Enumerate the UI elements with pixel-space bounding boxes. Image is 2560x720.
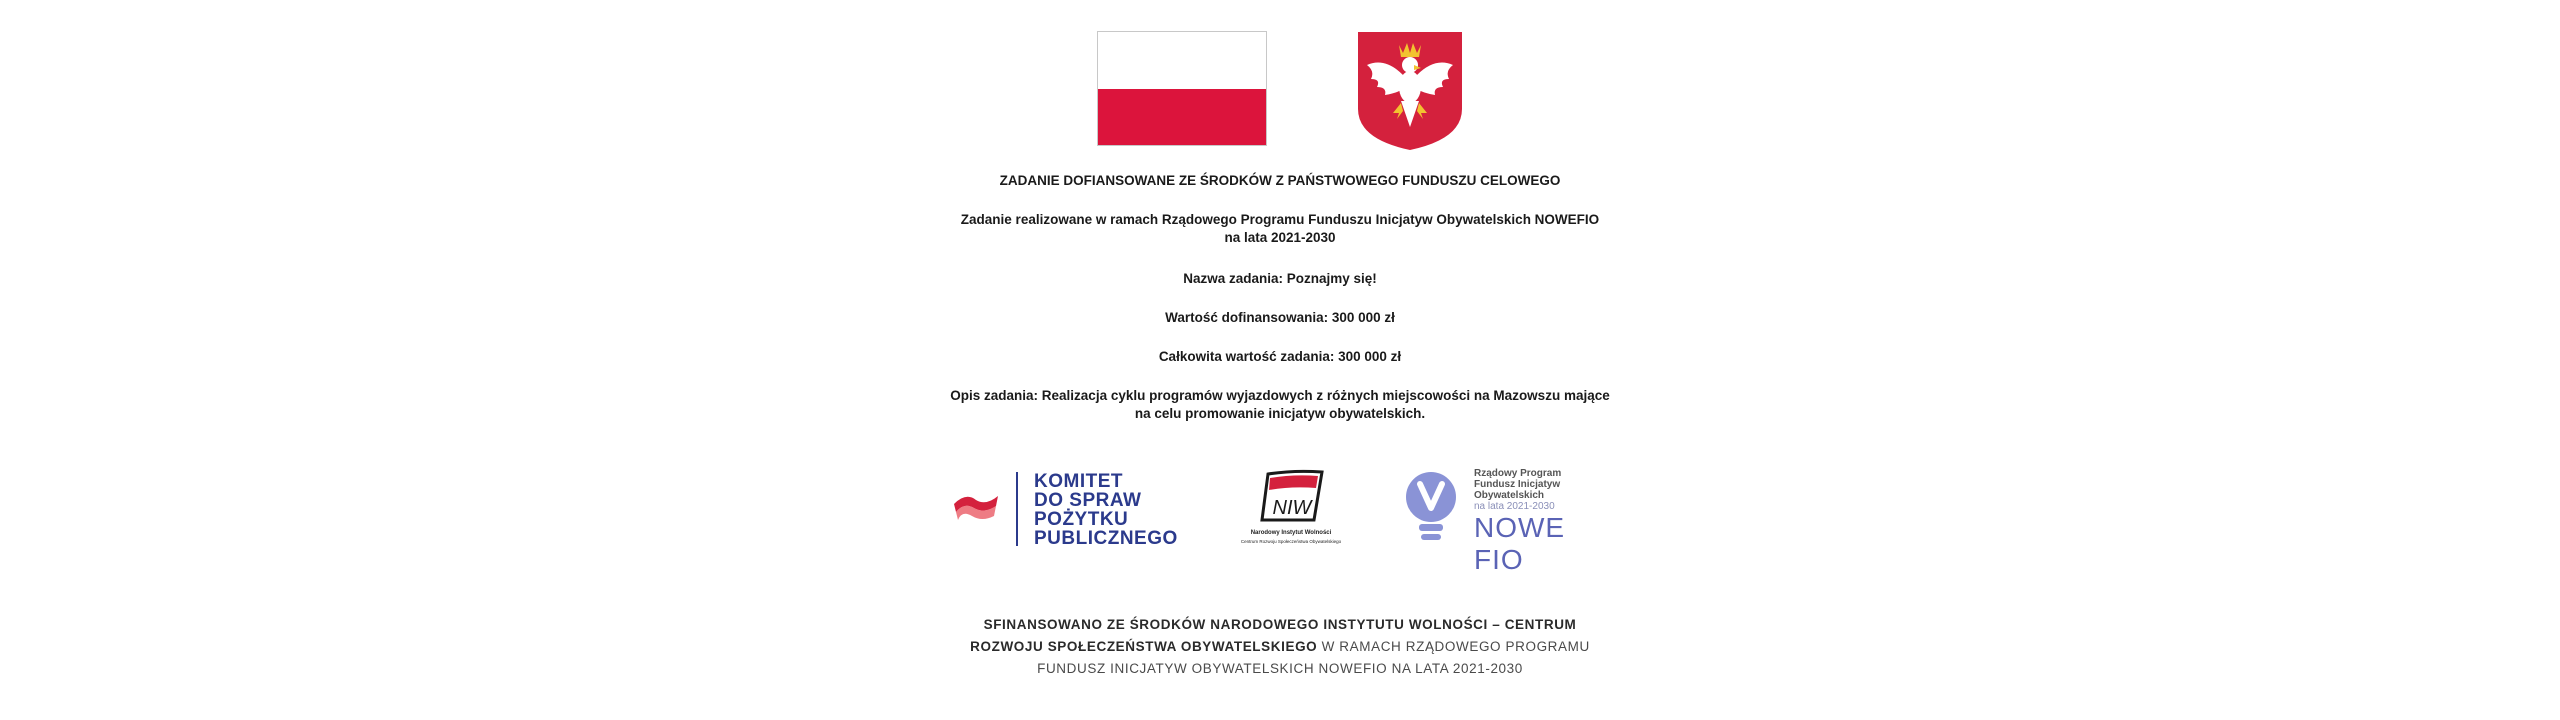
lightbulb-icon	[1402, 470, 1460, 548]
kpp-line-4: PUBLICZNEGO	[1034, 528, 1178, 549]
funding-value: Wartość dofinansowania: 300 000 zł	[1165, 310, 1395, 325]
funding-title: ZADANIE DOFIANSOWANE ZE ŚRODKÓW Z PAŃSTWOWEGO FUNDUSZU CELOWEGO	[999, 173, 1561, 188]
program-line-1: Zadanie realizowane w ramach Rządowego Programu Funduszu Inicjatyw Obywatelskich NOWEFIO	[960, 212, 1600, 227]
niw-logo	[1236, 468, 1346, 552]
kpp-logo-text	[1034, 472, 1178, 548]
footer-line-1: SFINANSOWANO ZE ŚRODKÓW NARODOWEGO INSTYTUTU WOLNOŚCI – CENTRUM	[983, 617, 1577, 632]
footer-line-2-regular: W RAMACH RZĄDOWEGO PROGRAMU	[1317, 639, 1590, 654]
niw-caption-2: Centrum Rozwoju Społeczeństwa Obywatelskiego	[1240, 539, 1342, 544]
footer-line-2-bold: ROZWOJU SPOŁECZEŃSTWA OBYWATELSKIEGO	[970, 639, 1318, 654]
nowefio-line-4: na lata 2021-2030	[1474, 501, 1555, 512]
nowefio-line-1: Rządowy Program	[1474, 468, 1562, 479]
niw-caption-1: Narodowy Instytut Wolności	[1250, 530, 1332, 536]
description-line-1: Opis zadania: Realizacja cyklu programów wyjazdowych z różnych miejscowości na Mazowszu mające	[950, 388, 1610, 403]
nowefio-name: NOWE FIO	[1474, 512, 1566, 575]
kpp-line-1: KOMITET	[1034, 471, 1123, 492]
polish-flag	[1097, 31, 1267, 146]
kpp-line-2: DO SPRAW	[1034, 490, 1142, 511]
flag-red-stripe	[1098, 89, 1266, 146]
total-value: Całkowita wartość zadania: 300 000 zł	[1158, 349, 1402, 364]
nowefio-text	[1474, 468, 1622, 576]
flag-white-stripe	[1098, 32, 1266, 89]
nowefio-line-3: Obywatelskich	[1474, 490, 1545, 501]
task-name: Nazwa zadania: Poznajmy się!	[1183, 271, 1377, 286]
polish-emblem-icon	[1357, 31, 1463, 151]
footer-line-3: FUNDUSZ INICJATYW OBYWATELSKICH NOWEFIO NA LATA 2021-2030	[1037, 661, 1523, 676]
program-text-block	[900, 211, 1660, 247]
header-text-block	[900, 172, 1660, 190]
niw-mark-text: NIW	[1272, 497, 1312, 519]
description-block	[900, 387, 1660, 423]
description-line-2: na celu promowanie inicjatyw obywatelskich.	[1134, 406, 1426, 421]
financing-footer	[900, 614, 1660, 680]
kpp-flag-icon	[952, 490, 1000, 524]
nowefio-line-2: Fundusz Inicjatyw	[1474, 479, 1561, 490]
niw-mark-icon	[1254, 468, 1330, 526]
program-line-2: na lata 2021-2030	[1224, 230, 1336, 245]
kpp-line-3: POŻYTKU	[1034, 509, 1129, 530]
kpp-divider	[1016, 472, 1018, 546]
nowefio-logo	[1402, 468, 1622, 575]
